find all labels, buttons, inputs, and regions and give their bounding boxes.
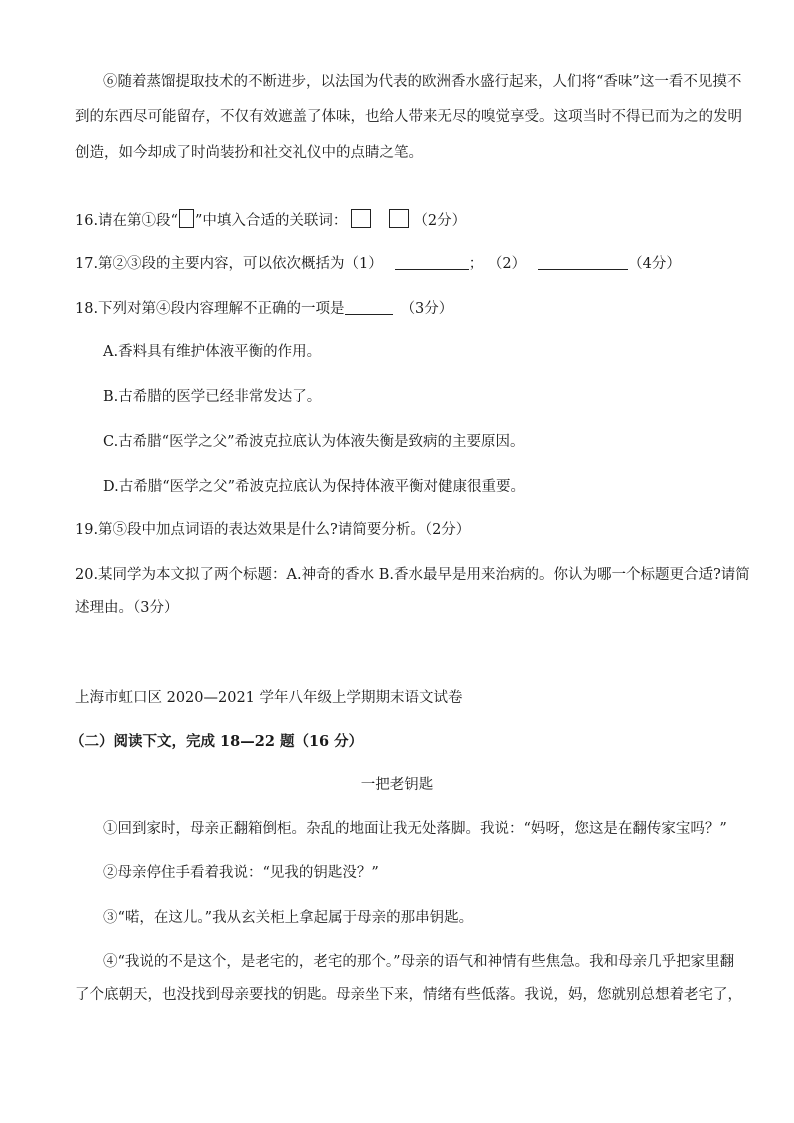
q18-option-c: C.古希腊“医学之父”希波克拉底认为体液失衡是致病的主要原因。 bbox=[103, 434, 525, 450]
story-para2: ②母亲停住手看着我说：“见我的钥匙没？” bbox=[103, 865, 379, 881]
para6-line1: ⑥随着蒸馏提取技术的不断进步，以法国为代表的欧洲香水盛行起来，人们将“香味”这一看不见摸不 bbox=[103, 74, 742, 90]
q17-blank-1[interactable] bbox=[395, 254, 469, 270]
question-18 bbox=[75, 299, 453, 319]
q16-middle: ”中填入合适的关联词： bbox=[194, 213, 348, 229]
story-para4-line2: 了个底朝天，也没找到母亲要找的钥匙。母亲坐下来，情绪有些低落。我说，妈，您就别总想着老宅了， bbox=[75, 987, 742, 1003]
q18-prefix: 18.下列对第④段内容理解不正确的一项是 bbox=[75, 301, 345, 317]
q16-prefix: 16.请在第①段“ bbox=[75, 213, 178, 229]
question-20-line1: 20.某同学为本文拟了两个标题：A.神奇的香水 B.香水最早是用来治病的。你认为哪一个标题更合适?请简 bbox=[75, 567, 750, 583]
q17-sep: ； （2） bbox=[468, 256, 527, 272]
question-16 bbox=[75, 209, 466, 231]
para6-line3: 创造，如今却成了时尚装扮和社交礼仪中的点睛之笔。 bbox=[75, 145, 423, 161]
q18-option-a: A.香料具有维护体液平衡的作用。 bbox=[103, 344, 322, 360]
story-para3: ③“喏，在这儿。”我从玄关柜上拿起属于母亲的那串钥匙。 bbox=[103, 910, 474, 926]
q18-option-b: B.古希腊的医学已经非常发达了。 bbox=[103, 389, 322, 405]
para6-line2: 到的东西尽可能留存，不仅有效遮盖了体味，也给人带来无尽的嗅觉享受。这项当时不得已而为之的发明 bbox=[75, 109, 742, 125]
q18-score: （3分） bbox=[400, 301, 454, 317]
q17-prefix: 17.第②③段的主要内容，可以依次概括为（1） bbox=[75, 256, 383, 272]
question-17 bbox=[75, 254, 681, 274]
question-19: 19.第⑤段中加点词语的表达效果是什么?请简要分析。（2分） bbox=[75, 522, 471, 538]
exam-source: 上海市虹口区 2020—2021 学年八年级上学期期末语文试卷 bbox=[75, 690, 463, 706]
story-para1: ①回到家时，母亲正翻箱倒柜。杂乱的地面让我无处落脚。我说：“妈呀，您这是在翻传家宝吗？” bbox=[103, 821, 727, 837]
question-20-line2: 述理由。（3分） bbox=[75, 600, 179, 616]
section-heading: （二）阅读下文，完成 18—22 题（16 分） bbox=[70, 733, 364, 750]
q16-answer-box-2[interactable] bbox=[389, 209, 409, 228]
story-para4-line1: ④“我说的不是这个，是老宅的，老宅的那个。”母亲的语气和神情有些焦急。我和母亲几乎把家里翻 bbox=[103, 954, 735, 970]
q18-blank[interactable] bbox=[345, 299, 393, 315]
q16-score: （2分） bbox=[413, 213, 467, 229]
q16-inline-box bbox=[179, 209, 194, 228]
q18-option-d: D.古希腊“医学之父”希波克拉底认为保持体液平衡对健康很重要。 bbox=[103, 479, 526, 495]
q17-score: （4分） bbox=[628, 256, 681, 272]
q17-blank-2[interactable] bbox=[538, 254, 628, 270]
q16-answer-box-1[interactable] bbox=[351, 209, 371, 228]
story-title: 一把老钥匙 bbox=[360, 777, 434, 793]
